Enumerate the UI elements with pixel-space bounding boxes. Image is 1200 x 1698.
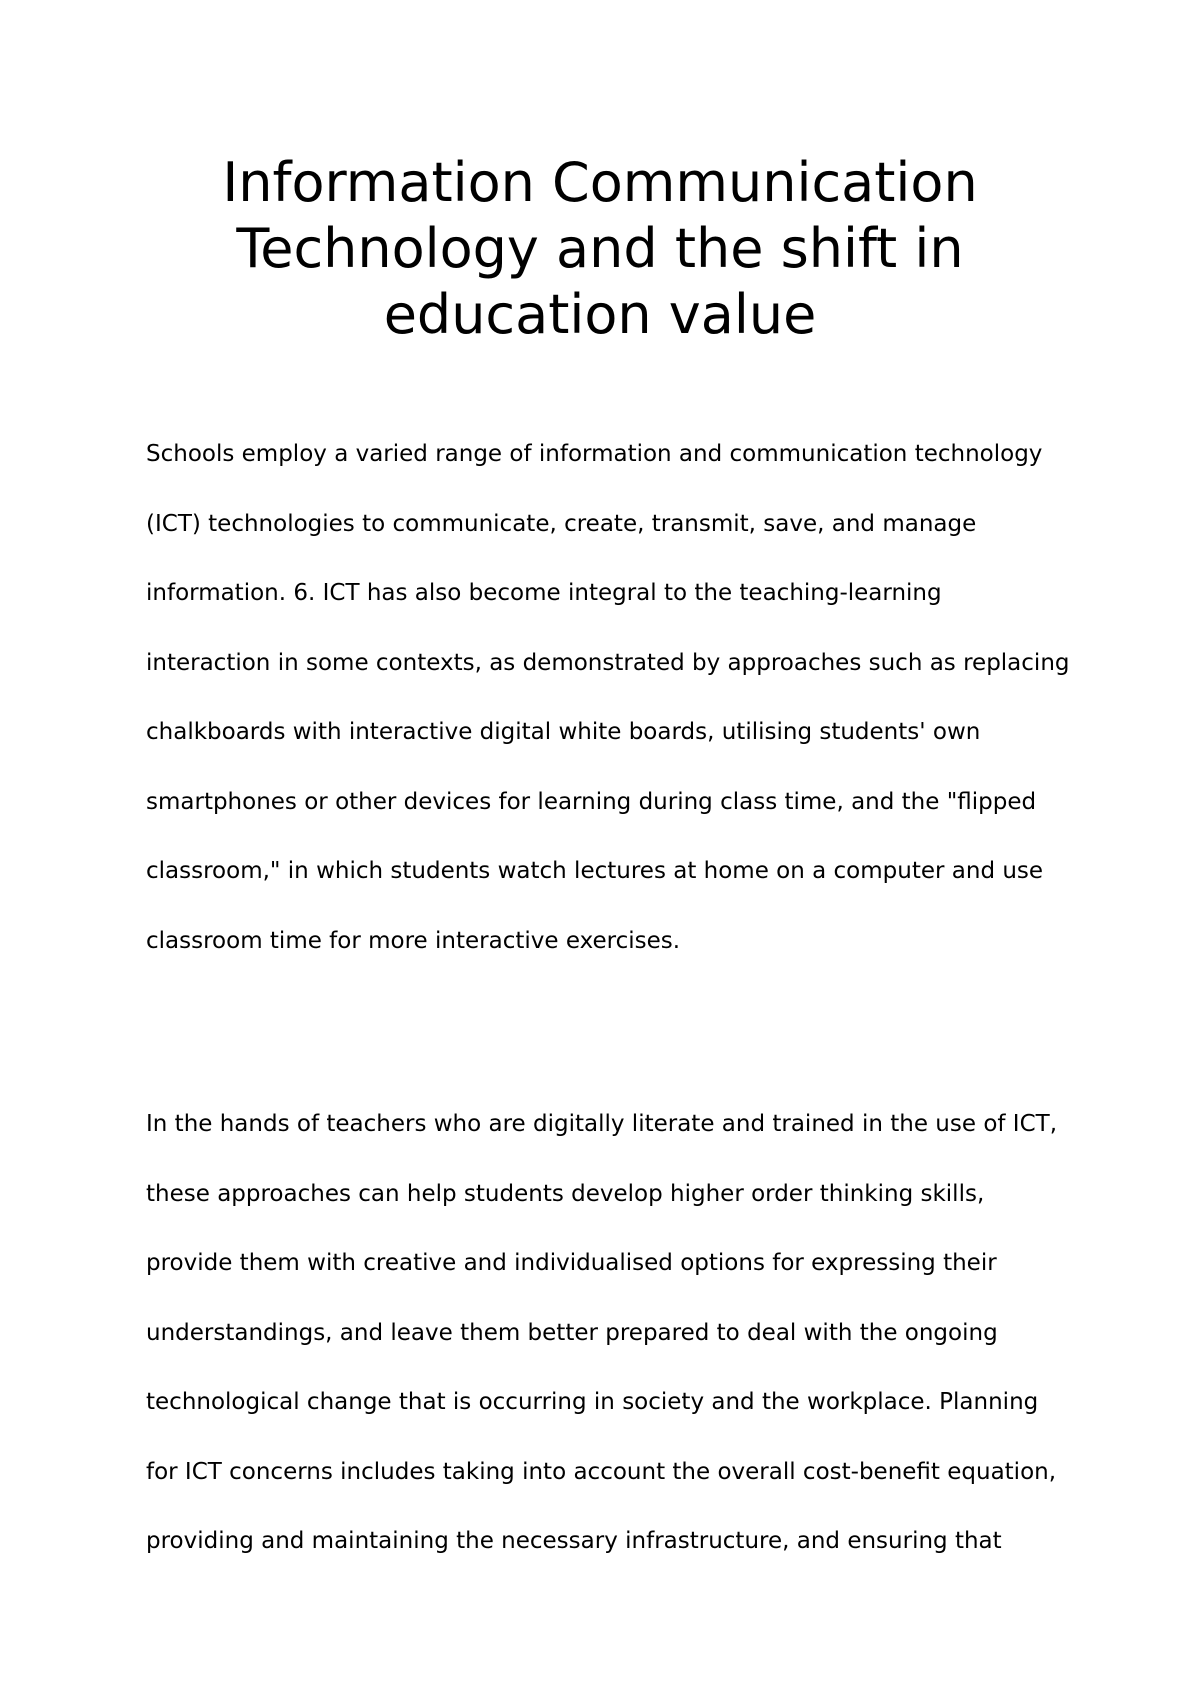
text-line: information. 6. ICT has also become integral to the teaching-learning — [146, 580, 942, 606]
text-line: In the hands of teachers who are digitally literate and trained in the use of ICT, — [146, 1111, 1058, 1137]
text-line: chalkboards with interactive digital white boards, utilising students' own — [146, 719, 981, 745]
paragraph-1 — [146, 420, 1086, 976]
paragraph-2 — [146, 1090, 1086, 1577]
text-line: Schools employ a varied range of information and communication technology — [146, 441, 1043, 467]
text-line: classroom," in which students watch lectures at home on a computer and use — [146, 858, 1044, 884]
title-line: Technology and the shift in — [236, 217, 964, 280]
document-title — [150, 150, 1050, 348]
text-line: interaction in some contexts, as demonstrated by approaches such as replacing — [146, 649, 1070, 676]
text-line: providing and maintaining the necessary infrastructure, and ensuring that — [146, 1528, 1002, 1554]
title-line: education value — [383, 283, 817, 346]
text-line: technological change that is occurring in society and the workplace. Planning — [146, 1389, 1039, 1415]
text-line: (ICT) technologies to communicate, create, transmit, save, and manage — [146, 510, 977, 537]
text-line: understandings, and leave them better prepared to deal with the ongoing — [146, 1319, 998, 1346]
text-line: classroom time for more interactive exercises. — [146, 927, 681, 954]
title-line: Information Communication — [222, 151, 978, 214]
text-line: smartphones or other devices for learning during class time, and the "flipped — [146, 788, 1037, 815]
text-line: provide them with creative and individualised options for expressing their — [146, 1250, 997, 1276]
text-line: these approaches can help students develop higher order thinking skills, — [146, 1180, 985, 1207]
text-line: for ICT concerns includes taking into account the overall cost-benefit equation, — [146, 1458, 1057, 1485]
